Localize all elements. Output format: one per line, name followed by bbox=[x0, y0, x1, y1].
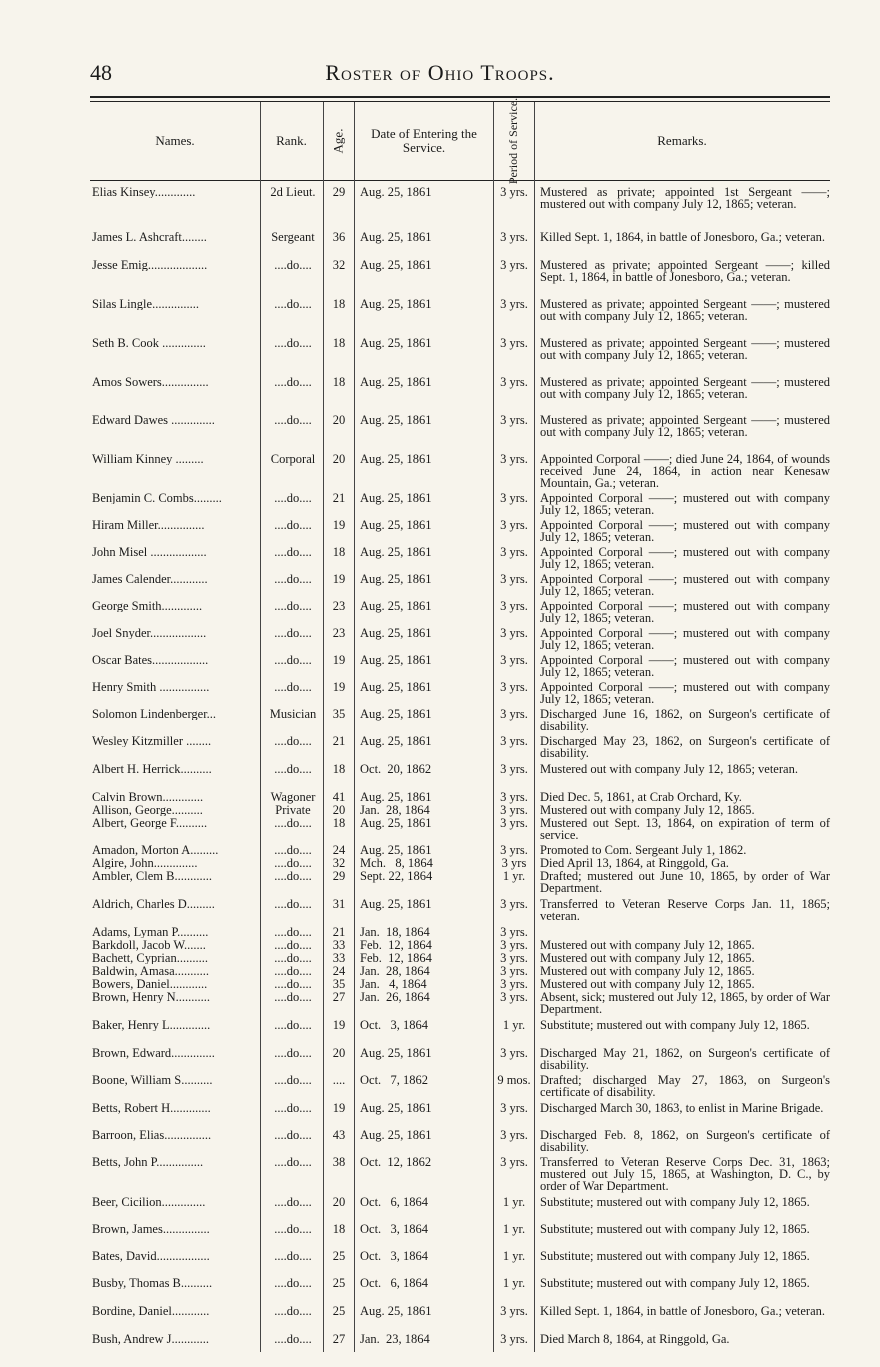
rank: ....do.... bbox=[274, 990, 312, 1004]
age: 19 bbox=[332, 680, 346, 694]
rank: ....do.... bbox=[274, 258, 312, 272]
age: 23 bbox=[332, 626, 346, 640]
soldier-name: Baldwin, Amasa........... bbox=[92, 965, 210, 977]
soldier-name: Boone, William S.......... bbox=[92, 1074, 213, 1086]
period-of-service: 3 yrs. bbox=[500, 545, 528, 559]
soldier-name: Aldrich, Charles D......... bbox=[92, 898, 215, 910]
enlistment-date: Aug. 25, 1861 bbox=[360, 491, 432, 505]
remarks: Killed Sept. 1, 1864, in battle of Jonesboro, Ga.; veteran. bbox=[540, 230, 826, 244]
soldier-name: Wesley Kitzmiller ........ bbox=[92, 735, 212, 747]
period-of-service: 3 yrs. bbox=[500, 452, 528, 466]
remarks: Killed Sept. 1, 1864, in battle of Jonesboro, Ga.; veteran. bbox=[540, 1304, 826, 1318]
period-of-service: 3 yrs. bbox=[500, 518, 528, 532]
period-of-service: 3 yrs. bbox=[500, 938, 528, 952]
rank: ....do.... bbox=[274, 1101, 312, 1115]
soldier-name: Busby, Thomas B.......... bbox=[92, 1277, 213, 1289]
rank: ....do.... bbox=[274, 734, 312, 748]
rank: ....do.... bbox=[274, 856, 312, 870]
remarks: Mustered out with company July 12, 1865. bbox=[540, 938, 755, 952]
period-of-service: 3 yrs. bbox=[500, 1101, 528, 1115]
enlistment-date: Aug. 25, 1861 bbox=[360, 707, 432, 721]
remarks: Mustered out with company July 12, 1865; veteran. bbox=[540, 762, 798, 776]
period-of-service: 1 yr. bbox=[502, 1195, 526, 1209]
enlistment-date: Aug. 25, 1861 bbox=[360, 258, 432, 272]
remarks: Mustered as private; appointed Sergeant ——; mustered out with company July 12, 1865; veteran. bbox=[540, 375, 830, 401]
age: 24 bbox=[332, 843, 346, 857]
age: 35 bbox=[332, 707, 346, 721]
soldier-name: Benjamin C. Combs......... bbox=[92, 492, 222, 504]
age: 19 bbox=[332, 572, 346, 586]
enlistment-date: Oct. 6, 1864 bbox=[360, 1195, 429, 1209]
age: 20 bbox=[332, 1046, 346, 1060]
remarks: Mustered out with company July 12, 1865. bbox=[540, 803, 755, 817]
rank: ....do.... bbox=[274, 1073, 312, 1087]
age: 43 bbox=[332, 1128, 346, 1142]
rank: ....do.... bbox=[274, 491, 312, 505]
soldier-name: Oscar Bates.................. bbox=[92, 654, 209, 666]
rank: ....do.... bbox=[274, 1018, 312, 1032]
age: 18 bbox=[332, 375, 346, 389]
rank: ....do.... bbox=[274, 375, 312, 389]
period-of-service: 3 yrs. bbox=[500, 925, 528, 939]
rank: ....do.... bbox=[274, 762, 312, 776]
period-of-service: 1 yr. bbox=[502, 1249, 526, 1263]
remarks: Appointed Corporal ——; mustered out with company July 12, 1865; veteran. bbox=[540, 545, 830, 571]
remarks: Died April 13, 1864, at Ringgold, Ga. bbox=[540, 856, 729, 870]
remarks: Mustered as private; appointed Sergeant ——; mustered out with company July 12, 1865; veteran. bbox=[540, 297, 830, 323]
header-date: Date of Entering the Service. bbox=[371, 126, 477, 155]
period-of-service: 3 yrs. bbox=[500, 816, 528, 830]
rank: ....do.... bbox=[274, 1304, 312, 1318]
enlistment-date: Oct. 3, 1864 bbox=[360, 1018, 429, 1032]
age: 41 bbox=[332, 790, 346, 804]
header-names: Names. bbox=[155, 133, 195, 148]
remarks: Drafted; mustered out June 10, 1865, by order of War Department. bbox=[540, 869, 830, 895]
rank: ....do.... bbox=[274, 653, 312, 667]
enlistment-date: Aug. 25, 1861 bbox=[360, 452, 432, 466]
column-divider bbox=[493, 102, 494, 1352]
soldier-name: Algire, John.............. bbox=[92, 857, 198, 869]
period-of-service: 3 yrs. bbox=[500, 790, 528, 804]
period-of-service: 3 yrs. bbox=[500, 964, 528, 978]
soldier-name: Albert H. Herrick.......... bbox=[92, 763, 212, 775]
enlistment-date: Mch. 8, 1864 bbox=[360, 856, 433, 870]
enlistment-date: Aug. 25, 1861 bbox=[360, 734, 432, 748]
enlistment-date: Aug. 25, 1861 bbox=[360, 413, 432, 427]
enlistment-date: Aug. 25, 1861 bbox=[360, 1304, 432, 1318]
rank: ....do.... bbox=[274, 413, 312, 427]
period-of-service: 3 yrs. bbox=[500, 734, 528, 748]
age: 18 bbox=[332, 545, 346, 559]
age: 19 bbox=[332, 1101, 346, 1115]
remarks: Substitute; mustered out with company July 12, 1865. bbox=[540, 1195, 810, 1209]
soldier-name: Joel Snyder.................. bbox=[92, 627, 207, 639]
age: 31 bbox=[332, 897, 346, 911]
enlistment-date: Aug. 25, 1861 bbox=[360, 897, 432, 911]
enlistment-date: Oct. 7, 1862 bbox=[360, 1073, 429, 1087]
soldier-name: Allison, George.......... bbox=[92, 804, 203, 816]
age: 20 bbox=[332, 1195, 346, 1209]
period-of-service: 3 yrs. bbox=[500, 336, 528, 350]
age: 19 bbox=[332, 1018, 346, 1032]
soldier-name: Brown, James............... bbox=[92, 1223, 210, 1235]
period-of-service: 3 yrs. bbox=[500, 258, 528, 272]
remarks: Appointed Corporal ——; mustered out with company July 12, 1865; veteran. bbox=[540, 518, 830, 544]
soldier-name: Adams, Lyman P.......... bbox=[92, 926, 209, 938]
age: 18 bbox=[332, 762, 346, 776]
header-age: Age. bbox=[330, 128, 346, 154]
soldier-name: Brown, Henry N........... bbox=[92, 991, 211, 1003]
enlistment-date: Aug. 25, 1861 bbox=[360, 185, 432, 199]
enlistment-date: Aug. 25, 1861 bbox=[360, 545, 432, 559]
soldier-name: John Misel .................. bbox=[92, 546, 207, 558]
soldier-name: Bush, Andrew J............ bbox=[92, 1333, 210, 1345]
period-of-service: 3 yrs. bbox=[500, 1332, 528, 1346]
period-of-service: 3 yrs. bbox=[500, 990, 528, 1004]
remarks: Mustered as private; appointed Sergeant ——; mustered out with company July 12, 1865; veteran. bbox=[540, 336, 830, 362]
soldier-name: Hiram Miller............... bbox=[92, 519, 205, 531]
age: 23 bbox=[332, 599, 346, 613]
enlistment-date: Feb. 12, 1864 bbox=[360, 951, 432, 965]
header-rank: Rank. bbox=[276, 133, 307, 148]
enlistment-date: Oct. 6, 1864 bbox=[360, 1276, 429, 1290]
soldier-name: James Calender............ bbox=[92, 573, 208, 585]
soldier-name: Bachett, Cyprian.......... bbox=[92, 952, 208, 964]
enlistment-date: Oct. 3, 1864 bbox=[360, 1249, 429, 1263]
rank: Musician bbox=[269, 707, 317, 721]
enlistment-date: Jan. 23, 1864 bbox=[360, 1332, 430, 1346]
enlistment-date: Aug. 25, 1861 bbox=[360, 297, 432, 311]
remarks: Mustered as private; appointed 1st Sergeant ——; mustered out with company July 12, 1865; veteran. bbox=[540, 185, 830, 211]
remarks: Mustered out with company July 12, 1865. bbox=[540, 951, 755, 965]
soldier-name: George Smith............. bbox=[92, 600, 203, 612]
age: 36 bbox=[332, 230, 346, 244]
age: 29 bbox=[332, 185, 346, 199]
period-of-service: 3 yrs. bbox=[500, 843, 528, 857]
enlistment-date: Aug. 25, 1861 bbox=[360, 680, 432, 694]
age: 20 bbox=[332, 413, 346, 427]
remarks: Appointed Corporal ——; mustered out with company July 12, 1865; veteran. bbox=[540, 653, 830, 679]
enlistment-date: Aug. 25, 1861 bbox=[360, 375, 432, 389]
rank: ....do.... bbox=[274, 680, 312, 694]
soldier-name: Calvin Brown............. bbox=[92, 791, 204, 803]
soldier-name: William Kinney ......... bbox=[92, 453, 204, 465]
enlistment-date: Jan. 4, 1864 bbox=[360, 977, 427, 991]
rank: ....do.... bbox=[274, 869, 312, 883]
age: 29 bbox=[332, 869, 346, 883]
remarks: Mustered as private; appointed Sergeant ——; mustered out with company July 12, 1865; veteran. bbox=[540, 413, 830, 439]
rank: ....do.... bbox=[274, 336, 312, 350]
rank: ....do.... bbox=[274, 1332, 312, 1346]
period-of-service: 3 yrs. bbox=[500, 413, 528, 427]
rank: 2d Lieut. bbox=[270, 185, 316, 199]
rank: ....do.... bbox=[274, 938, 312, 952]
remarks: Appointed Corporal ——; mustered out with company July 12, 1865; veteran. bbox=[540, 626, 830, 652]
soldier-name: Ambler, Clem B............ bbox=[92, 870, 212, 882]
rank: ....do.... bbox=[274, 843, 312, 857]
enlistment-date: Aug. 25, 1861 bbox=[360, 1101, 432, 1115]
rank: ....do.... bbox=[274, 925, 312, 939]
remarks: Appointed Corporal ——; died June 24, 1864, of wounds received June 24, 1864, in action near Kenesaw Mountain, Ga.; veteran. bbox=[540, 452, 830, 490]
soldier-name: Henry Smith ................ bbox=[92, 681, 210, 693]
header-remarks: Remarks. bbox=[657, 133, 707, 148]
rank: Private bbox=[275, 803, 311, 817]
remarks: Substitute; mustered out with company July 12, 1865. bbox=[540, 1249, 810, 1263]
soldier-name: Amadon, Morton A......... bbox=[92, 844, 219, 856]
age: 35 bbox=[332, 977, 346, 991]
enlistment-date: Aug. 25, 1861 bbox=[360, 1128, 432, 1142]
rank: ....do.... bbox=[274, 1222, 312, 1236]
period-of-service: 3 yrs. bbox=[500, 707, 528, 721]
rank: ....do.... bbox=[274, 599, 312, 613]
rank: ....do.... bbox=[274, 1249, 312, 1263]
soldier-name: Amos Sowers............... bbox=[92, 376, 209, 388]
period-of-service: 3 yrs. bbox=[500, 491, 528, 505]
remarks: Discharged Feb. 8, 1862, on Surgeon's certificate of disability. bbox=[540, 1128, 830, 1154]
age: 19 bbox=[332, 518, 346, 532]
soldier-name: Silas Lingle............... bbox=[92, 298, 199, 310]
age: 27 bbox=[332, 990, 346, 1004]
period-of-service: 3 yrs. bbox=[500, 230, 528, 244]
remarks: Discharged March 30, 1863, to enlist in Marine Brigade. bbox=[540, 1101, 824, 1115]
rank: Sergeant bbox=[271, 230, 315, 244]
age: 24 bbox=[332, 964, 346, 978]
remarks: Absent, sick; mustered out July 12, 1865, by order of War Department. bbox=[540, 990, 830, 1016]
remarks: Mustered out Sept. 13, 1864, on expiration of term of service. bbox=[540, 816, 830, 842]
period-of-service: 3 yrs. bbox=[500, 375, 528, 389]
rank: ....do.... bbox=[274, 545, 312, 559]
age: 32 bbox=[332, 856, 346, 870]
period-of-service: 3 yrs. bbox=[500, 977, 528, 991]
period-of-service: 3 yrs. bbox=[500, 1304, 528, 1318]
rank: ....do.... bbox=[274, 572, 312, 586]
period-of-service: 3 yrs. bbox=[500, 297, 528, 311]
soldier-name: James L. Ashcraft........ bbox=[92, 231, 207, 243]
remarks: Mustered out with company July 12, 1865. bbox=[540, 977, 755, 991]
enlistment-date: Aug. 25, 1861 bbox=[360, 599, 432, 613]
remarks: Appointed Corporal ——; mustered out with company July 12, 1865; veteran. bbox=[540, 572, 830, 598]
age: 25 bbox=[332, 1304, 346, 1318]
age: 18 bbox=[332, 336, 346, 350]
rank: ....do.... bbox=[274, 977, 312, 991]
enlistment-date: Aug. 25, 1861 bbox=[360, 518, 432, 532]
period-of-service: 3 yrs. bbox=[500, 762, 528, 776]
soldier-name: Betts, Robert H............. bbox=[92, 1102, 211, 1114]
enlistment-date: Aug. 25, 1861 bbox=[360, 816, 432, 830]
enlistment-date: Aug. 25, 1861 bbox=[360, 1046, 432, 1060]
remarks: Died March 8, 1864, at Ringgold, Ga. bbox=[540, 1332, 730, 1346]
soldier-name: Albert, George F.......... bbox=[92, 817, 208, 829]
period-of-service: 3 yrs. bbox=[500, 897, 528, 911]
age: 38 bbox=[332, 1155, 346, 1169]
column-divider bbox=[534, 102, 535, 1352]
running-head: Roster of Ohio Troops. bbox=[325, 60, 555, 85]
remarks: Discharged June 16, 1862, on Surgeon's certificate of disability. bbox=[540, 707, 830, 733]
period-of-service: 3 yrs. bbox=[500, 572, 528, 586]
enlistment-date: Aug. 25, 1861 bbox=[360, 843, 432, 857]
soldier-name: Bordine, Daniel............ bbox=[92, 1305, 210, 1317]
age: 18 bbox=[332, 1222, 346, 1236]
rank: ....do.... bbox=[274, 1195, 312, 1209]
enlistment-date: Oct. 3, 1864 bbox=[360, 1222, 429, 1236]
period-of-service: 1 yr. bbox=[502, 869, 526, 883]
enlistment-date: Aug. 25, 1861 bbox=[360, 790, 432, 804]
rank: Corporal bbox=[270, 452, 316, 466]
remarks: Mustered out with company July 12, 1865. bbox=[540, 964, 755, 978]
period-of-service: 1 yr. bbox=[502, 1222, 526, 1236]
remarks: Transferred to Veteran Reserve Corps Jan. 11, 1865; veteran. bbox=[540, 897, 830, 923]
soldier-name: Bates, David................. bbox=[92, 1250, 210, 1262]
rank: ....do.... bbox=[274, 1276, 312, 1290]
rank: ....do.... bbox=[274, 1128, 312, 1142]
age: 18 bbox=[332, 297, 346, 311]
rank: ....do.... bbox=[274, 518, 312, 532]
soldier-name: Bowers, Daniel............ bbox=[92, 978, 208, 990]
period-of-service: 1 yr. bbox=[502, 1276, 526, 1290]
rank: ....do.... bbox=[274, 1155, 312, 1169]
page-number: 48 bbox=[90, 60, 112, 85]
enlistment-date: Aug. 25, 1861 bbox=[360, 653, 432, 667]
remarks: Drafted; discharged May 27, 1863, on Surgeon's certificate of disability. bbox=[540, 1073, 830, 1099]
period-of-service: 3 yrs. bbox=[500, 1128, 528, 1142]
remarks: Appointed Corporal ——; mustered out with company July 12, 1865; veteran. bbox=[540, 680, 830, 706]
remarks: Substitute; mustered out with company July 12, 1865. bbox=[540, 1222, 810, 1236]
header-rule bbox=[90, 180, 830, 181]
soldier-name: Barkdoll, Jacob W....... bbox=[92, 939, 206, 951]
age: 20 bbox=[332, 452, 346, 466]
remarks: Discharged May 23, 1862, on Surgeon's certificate of disability. bbox=[540, 734, 830, 760]
age: 33 bbox=[332, 951, 346, 965]
rank: ....do.... bbox=[274, 897, 312, 911]
enlistment-date: Jan. 26, 1864 bbox=[360, 990, 430, 1004]
rank: ....do.... bbox=[274, 964, 312, 978]
enlistment-date: Jan. 18, 1864 bbox=[360, 925, 430, 939]
soldier-name: Baker, Henry L............. bbox=[92, 1019, 211, 1031]
rank: ....do.... bbox=[274, 297, 312, 311]
enlistment-date: Feb. 12, 1864 bbox=[360, 938, 432, 952]
header-period: Period of Service. bbox=[506, 97, 521, 185]
soldier-name: Seth B. Cook .............. bbox=[92, 337, 206, 349]
column-divider bbox=[323, 102, 324, 1352]
age: 21 bbox=[332, 925, 346, 939]
soldier-name: Solomon Lindenberger... bbox=[92, 708, 217, 720]
remarks: Discharged May 21, 1862, on Surgeon's certificate of disability. bbox=[540, 1046, 830, 1072]
age: 21 bbox=[332, 734, 346, 748]
rank: ....do.... bbox=[274, 626, 312, 640]
period-of-service: 3 yrs. bbox=[500, 185, 528, 199]
remarks: Promoted to Com. Sergeant July 1, 1862. bbox=[540, 843, 747, 857]
period-of-service: 3 yrs. bbox=[500, 653, 528, 667]
age: .... bbox=[332, 1073, 346, 1087]
enlistment-date: Aug. 25, 1861 bbox=[360, 572, 432, 586]
rank: ....do.... bbox=[274, 951, 312, 965]
remarks: Substitute; mustered out with company July 12, 1865. bbox=[540, 1276, 810, 1290]
period-of-service: 3 yrs. bbox=[500, 1155, 528, 1169]
remarks: Transferred to Veteran Reserve Corps Dec. 31, 1863; mustered out July 15, 1865, at Washington, D. C., by order of War Department. bbox=[540, 1155, 830, 1193]
age: 25 bbox=[332, 1249, 346, 1263]
soldier-name: Edward Dawes .............. bbox=[92, 414, 215, 426]
enlistment-date: Jan. 28, 1864 bbox=[360, 803, 430, 817]
rank: Wagoner bbox=[270, 790, 316, 804]
soldier-name: Beer, Cicilion.............. bbox=[92, 1196, 206, 1208]
column-divider bbox=[354, 102, 355, 1352]
enlistment-date: Sept. 22, 1864 bbox=[360, 869, 433, 883]
period-of-service: 3 yrs. bbox=[500, 951, 528, 965]
period-of-service: 3 yrs bbox=[501, 856, 527, 870]
period-of-service: 3 yrs. bbox=[500, 626, 528, 640]
period-of-service: 3 yrs. bbox=[500, 680, 528, 694]
enlistment-date: Aug. 25, 1861 bbox=[360, 230, 432, 244]
age: 32 bbox=[332, 258, 346, 272]
age: 25 bbox=[332, 1276, 346, 1290]
period-of-service: 3 yrs. bbox=[500, 599, 528, 613]
enlistment-date: Aug. 25, 1861 bbox=[360, 336, 432, 350]
age: 18 bbox=[332, 816, 346, 830]
remarks: Appointed Corporal ——; mustered out with company July 12, 1865; veteran. bbox=[540, 599, 830, 625]
soldier-name: Brown, Edward.............. bbox=[92, 1047, 215, 1059]
remarks: Appointed Corporal ——; mustered out with company July 12, 1865; veteran. bbox=[540, 491, 830, 517]
age: 21 bbox=[332, 491, 346, 505]
soldier-name: Barroon, Elias............... bbox=[92, 1129, 212, 1141]
enlistment-date: Jan. 28, 1864 bbox=[360, 964, 430, 978]
soldier-name: Betts, John P............... bbox=[92, 1156, 204, 1168]
period-of-service: 9 mos. bbox=[497, 1073, 531, 1087]
enlistment-date: Oct. 20, 1862 bbox=[360, 762, 432, 776]
age: 33 bbox=[332, 938, 346, 952]
age: 27 bbox=[332, 1332, 346, 1346]
enlistment-date: Oct. 12, 1862 bbox=[360, 1155, 432, 1169]
enlistment-date: Aug. 25, 1861 bbox=[360, 626, 432, 640]
top-rule bbox=[90, 96, 830, 98]
remarks: Died Dec. 5, 1861, at Crab Orchard, Ky. bbox=[540, 790, 742, 804]
rank: ....do.... bbox=[274, 816, 312, 830]
age: 20 bbox=[332, 803, 346, 817]
remarks: Mustered as private; appointed Sergeant ——; killed Sept. 1, 1864, in battle of Jonesboro, Ga.; veteran. bbox=[540, 258, 830, 284]
rank: ....do.... bbox=[274, 1046, 312, 1060]
soldier-name: Elias Kinsey............. bbox=[92, 186, 196, 198]
column-divider bbox=[260, 102, 261, 1352]
remarks: Substitute; mustered out with company July 12, 1865. bbox=[540, 1018, 810, 1032]
period-of-service: 1 yr. bbox=[502, 1018, 526, 1032]
age: 19 bbox=[332, 653, 346, 667]
period-of-service: 3 yrs. bbox=[500, 1046, 528, 1060]
soldier-name: Jesse Emig................... bbox=[92, 259, 208, 271]
period-of-service: 3 yrs. bbox=[500, 803, 528, 817]
